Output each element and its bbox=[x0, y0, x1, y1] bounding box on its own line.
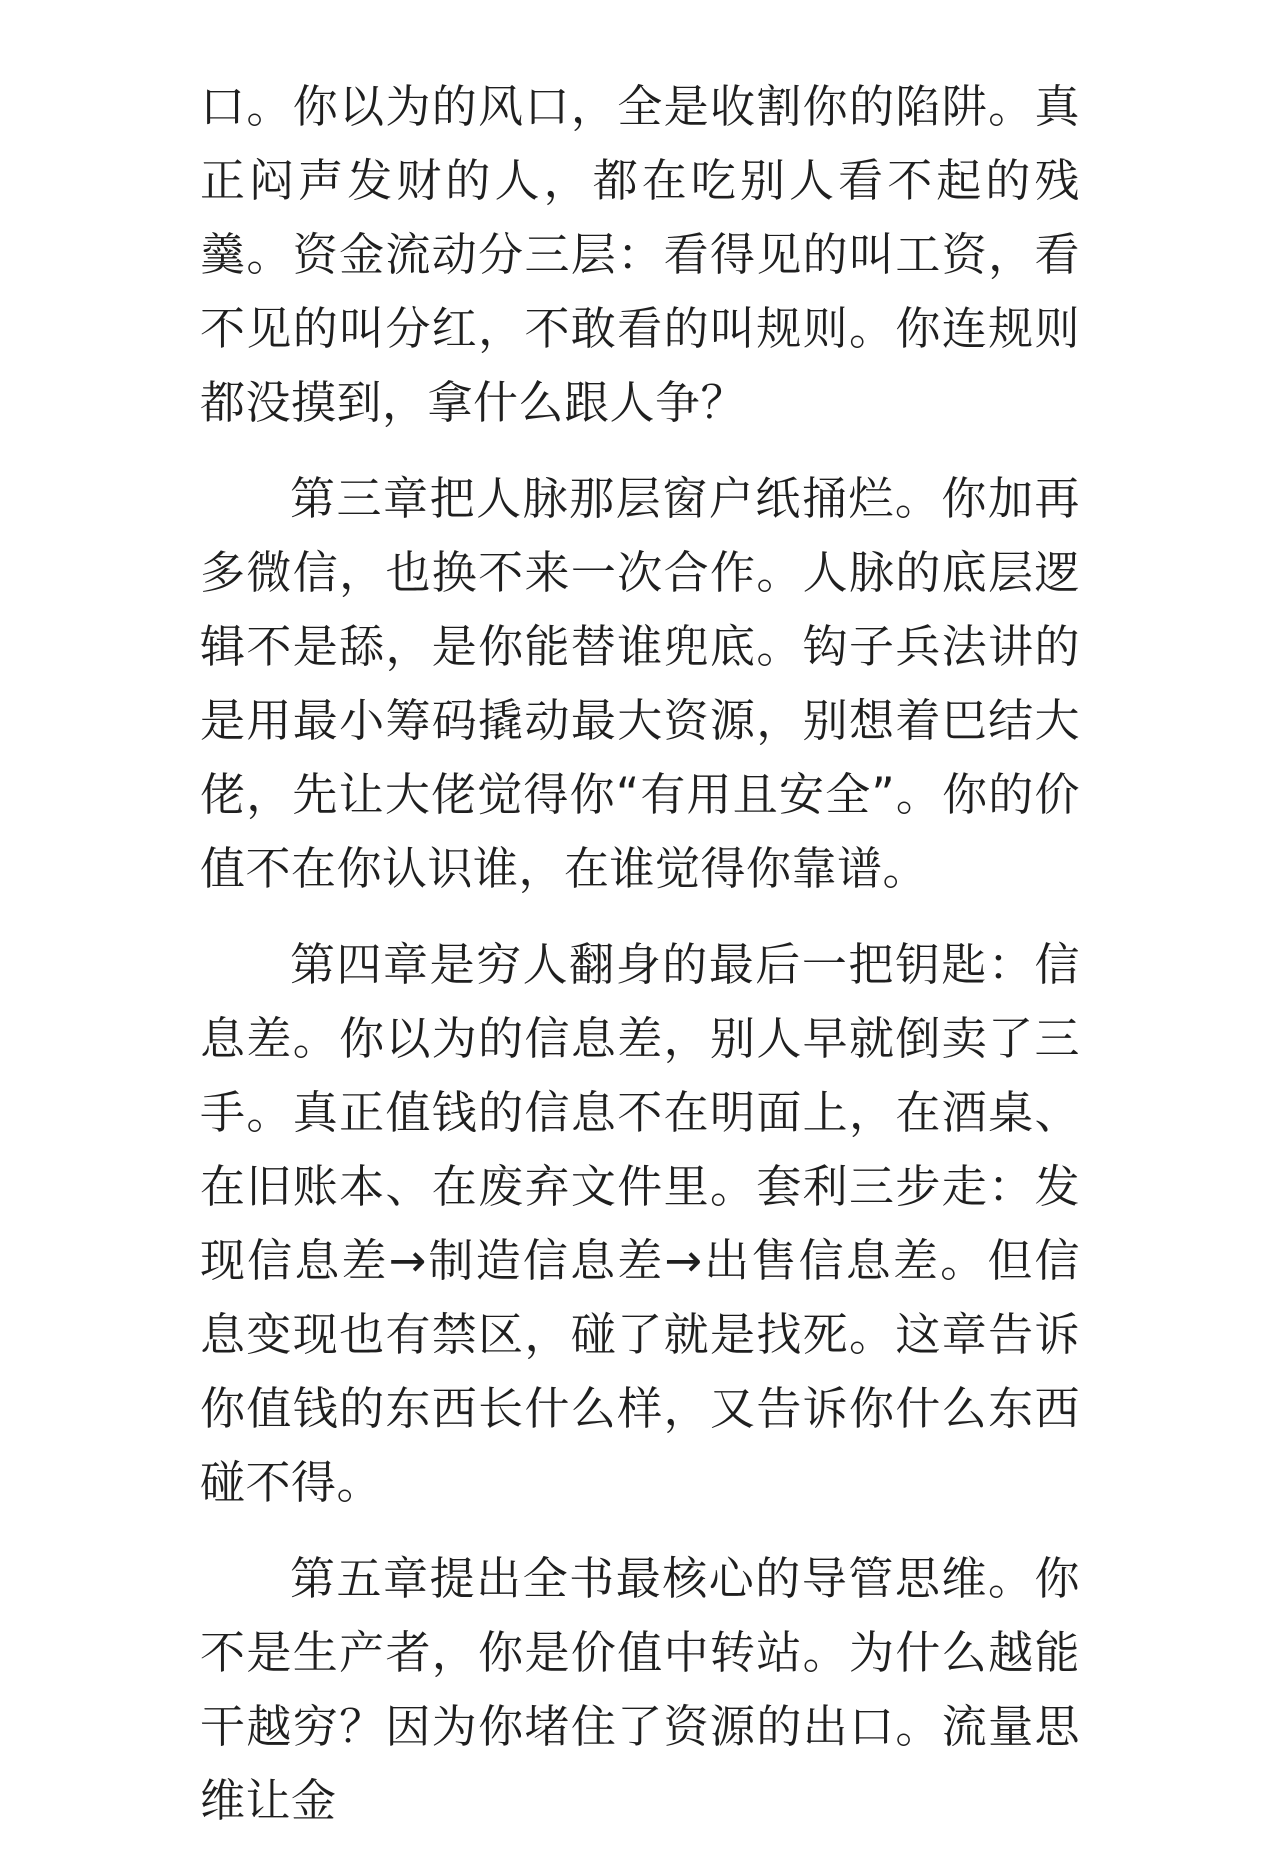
document-page bbox=[200, 70, 1080, 1860]
paragraph-chapter-three: 第三章把人脉那层窗户纸捅烂。你加再多微信，也换不来一次合作。人脉的底层逻辑不是舔，是你能替谁兜底。钩子兵法讲的是用最小筹码撬动最大资源，别想着巴结大佬，先让大佬觉得你“有用且安全”。你的价值不在你认识谁，在谁觉得你靠谱。 bbox=[200, 472, 1080, 895]
paragraph-chapter-five: 第五章提出全书最核心的导管思维。你不是生产者，你是价值中转站。为什么越能干越穷？因为你堵住了资源的出口。流量思维让金 bbox=[200, 1552, 1080, 1827]
paragraph-chapter-four: 第四章是穷人翻身的最后一把钥匙：信息差。你以为的信息差，别人早就倒卖了三手。真正值钱的信息不在明面上，在酒桌、在旧账本、在废弃文件里。套利三步走：发现信息差→制造信息差→出售信息差。但信息变现也有禁区，碰了就是找死。这章告诉你值钱的东西长什么样，又告诉你什么东西碰不得。 bbox=[200, 938, 1080, 1509]
paragraph-continued: 口。你以为的风口，全是收割你的陷阱。真正闷声发财的人，都在吃别人看不起的残羹。资金流动分三层：看得见的叫工资，看不见的叫分红，不敢看的叫规则。你连规则都没摸到，拿什么跟人争？ bbox=[200, 80, 1080, 429]
